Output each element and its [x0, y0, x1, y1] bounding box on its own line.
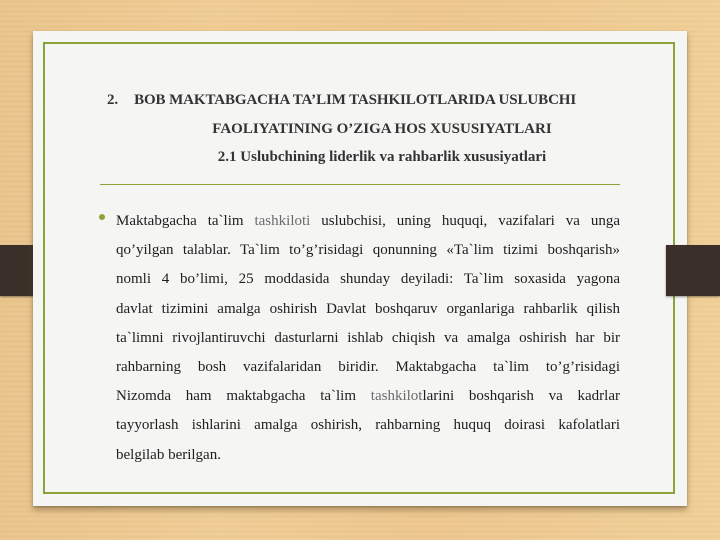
- body-line: davlat tizimini amalga oshirish Davlat boshqaruv organlariga rahbarlik qilish: [116, 300, 620, 317]
- bullet-icon: [99, 214, 105, 220]
- text-run: Nizomda ham maktabgacha ta`lim: [116, 388, 371, 405]
- heading-subtitle: 2.1 Uslubchining liderlik va rahbarlik xususiyatlari: [217, 149, 547, 165]
- body-line: ta`limni rivojlantiruvchi dasturlarni ishlab chiqish va amalga oshirish har bir: [116, 329, 620, 346]
- highlighted-term: tashkiloti: [254, 213, 311, 229]
- body-line: belgilab berilgan.: [116, 446, 221, 463]
- text-run: larini boshqarish va kadrlar: [422, 388, 620, 405]
- body-line: rahbarning bosh vazifalaridan biridir. Maktabgacha ta`lim to’g’risidagi: [116, 359, 620, 376]
- body-line: [116, 382, 620, 411]
- heading-separator: [100, 184, 620, 185]
- heading-line-1-text: BOB MAKTABGACHA TA’LIM TASHKILOTLARIDA USLUBCHI: [134, 92, 577, 108]
- body-line: qo’yilgan talablar. Ta`lim to’g’risidagi qonunning «Ta`lim tizimi boshqarish»: [116, 242, 620, 259]
- heading-line-1: [107, 92, 576, 109]
- body-line: [116, 207, 620, 236]
- slide-card: [33, 31, 687, 506]
- heading-line-2: FAOLIYATINING O’ZIGA HOS XUSUSIYATLARI: [212, 121, 552, 137]
- body-line: tayyorlash ishlarini amalga oshirish, rahbarning huquq doirasi kafolatlari: [116, 417, 620, 434]
- right-decorative-tab: [666, 245, 720, 296]
- text-run: Maktabgacha ta`lim: [116, 213, 255, 229]
- heading-number: 2.: [107, 92, 119, 108]
- body-paragraph: [116, 207, 620, 470]
- body-line: nomli 4 bo’limi, 25 moddasida shunday deyiladi: Ta`lim soxasida yagona: [116, 271, 620, 288]
- highlighted-term: tashkilot: [370, 388, 423, 405]
- text-run: uslubchisi, uning huquqi, vazifalari va unga: [310, 213, 621, 229]
